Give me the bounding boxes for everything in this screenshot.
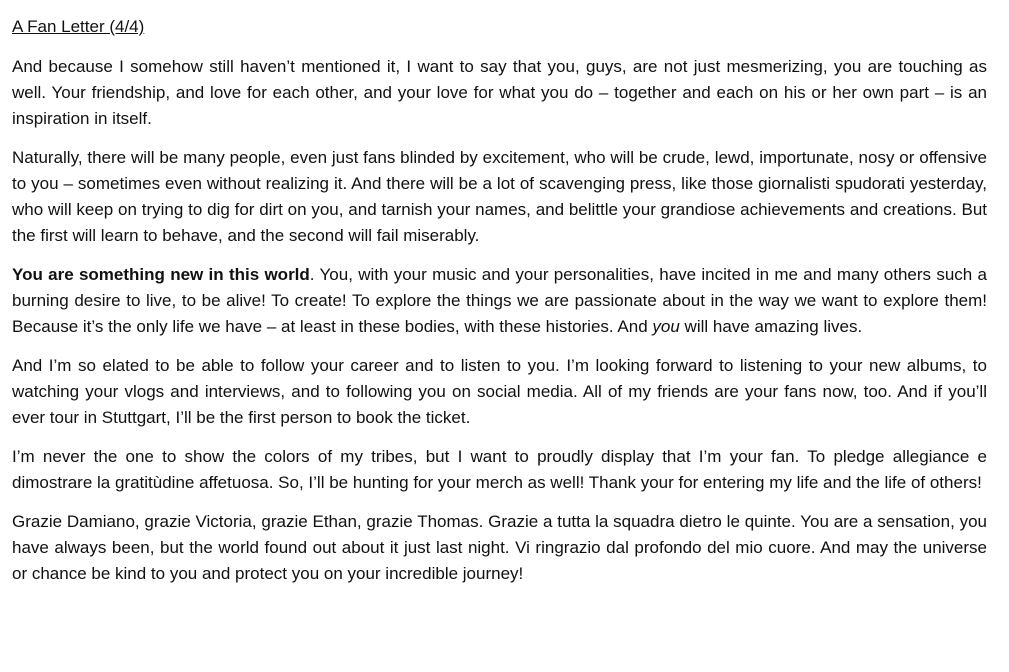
paragraph-3-italic-word: you	[652, 317, 680, 336]
paragraph-3-text-b: will have amazing lives.	[679, 317, 863, 336]
paragraph-3-text-a: . You, with your music and your personalities, have incited in me and many others such a burning desire to live, to be alive! To create! To explore the things we are passionate about in the way we want to explore them! Because it’s the only life we have – at least in these bodies, with these histories. And	[12, 265, 987, 336]
paragraph-1: And because I somehow still haven’t mentioned it, I want to say that you, guys, are not just mesmerizing, you are touching as well. Your friendship, and love for each other, and your love for what you do – together and each on his or her own part – is an inspiration in itself.	[12, 57, 987, 128]
paragraph-3	[12, 262, 987, 340]
document-title: A Fan Letter (4/4)	[12, 17, 145, 36]
paragraph-5: I’m never the one to show the colors of my tribes, but I want to proudly display that I’m your fan. To pledge allegiance e dimostrare la gratitùdine affetuosa. So, I’ll be hunting for your merch as well! Thank your for entering my life and the life of others!	[12, 447, 987, 492]
paragraph-3-bold-phrase: You are something new in this world	[12, 265, 310, 284]
paragraph-2: Naturally, there will be many people, even just fans blinded by excitement, who will be crude, lewd, importunate, nosy or offensive to you – sometimes even without realizing it. And there will be a lot of scavenging press, like those giornalisti spudorati yesterday, who will keep on trying to dig for dirt on you, and tarnish your names, and belittle your grandiose achievements and creations. But the first will learn to behave, and the second will fail miserably.	[12, 148, 987, 245]
paragraph-4: And I’m so elated to be able to follow your career and to listen to you. I’m looking forward to listening to your new albums, to watching your vlogs and interviews, and to following you on social media. All of my friends are your fans now, too. And if you’ll ever tour in Stuttgart, I’ll be the first person to book the ticket.	[12, 356, 987, 427]
paragraph-6: Grazie Damiano, grazie Victoria, grazie Ethan, grazie Thomas. Grazie a tutta la squadra dietro le quinte. You are a sensation, you have always been, but the world found out about it just last night. Vi ringrazio dal profondo del mio cuore. And may the universe or chance be kind to you and protect you on your incredible journey!	[12, 512, 987, 583]
